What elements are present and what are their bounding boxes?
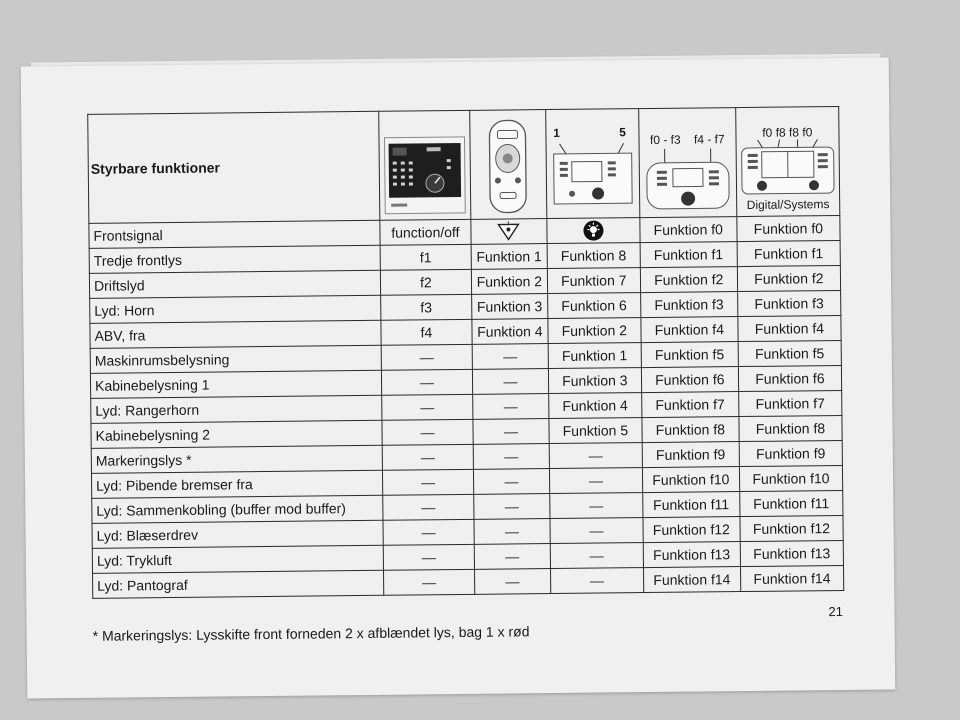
function-value-col3: Funktion 7 [547, 268, 640, 294]
function-name: Markeringslys * [91, 445, 382, 473]
function-name: Maskinrumsbelysning [90, 345, 381, 373]
function-value-col2: — [474, 519, 550, 545]
function-name: Kabinebelysning 1 [90, 370, 381, 398]
function-value-col3: Funktion 8 [547, 243, 640, 269]
function-value-col1: — [382, 419, 473, 445]
function-value-col2: — [473, 394, 549, 420]
function-value-col3: — [549, 443, 642, 469]
function-rows [89, 215, 844, 598]
function-value-col5: Funktion f12 [740, 515, 843, 541]
function-name: Lyd: Blæserdrev [92, 520, 383, 548]
function-name: Lyd: Trykluft [92, 545, 383, 573]
device-handheld [470, 110, 547, 220]
function-name: Tredje frontlys [89, 245, 380, 273]
function-name: Lyd: Horn [90, 295, 381, 323]
function-value-col5: Funktion f9 [739, 440, 842, 466]
function-name: Lyd: Pibende bremser fra [91, 470, 382, 498]
function-value-col5: Funktion f13 [740, 540, 843, 566]
function-value-col5: Funktion f5 [738, 340, 841, 366]
table-title: Styrbare funktioner [88, 111, 380, 223]
device-control-unit [379, 110, 471, 220]
function-value-col1: f4 [381, 319, 472, 345]
function-name: Lyd: Sammenkobling (buffer mod buffer) [92, 495, 383, 523]
function-value-col2: Funktion 2 [471, 269, 547, 295]
function-value-col4: Funktion f6 [641, 367, 738, 393]
function-value-col1: — [382, 469, 473, 495]
device-label-f4-f7: f4 - f7 [693, 132, 725, 147]
function-value-col5: Funktion f3 [737, 290, 840, 316]
function-value-col2: — [474, 494, 550, 520]
device-mobile-station-2 [638, 108, 736, 218]
function-value-col5: Funktion f8 [739, 415, 842, 441]
function-value-col3: — [550, 568, 643, 594]
device-mobile-station [546, 109, 640, 219]
device-label-1: 1 [553, 125, 561, 140]
light-bulb-icon [547, 218, 640, 244]
device-label-f8-a: f8 [775, 125, 786, 140]
function-value-col2: — [472, 344, 548, 370]
function-value-col3: Funktion 1 [548, 343, 641, 369]
function-value-col4: Funktion f1 [640, 242, 737, 268]
function-value-col4: Funktion f8 [642, 417, 739, 443]
device-central-station [735, 106, 839, 216]
function-value-col1: f2 [380, 269, 471, 295]
function-value-col1: — [381, 369, 472, 395]
function-value-col5: Funktion f6 [738, 365, 841, 391]
function-value-col2: Funktion 4 [472, 319, 548, 345]
device-label-f0-b: f0 [802, 125, 813, 140]
footnote: * Markeringslys: Lysskifte front forneden 2 x afblændet lys, bag 1 x rød [92, 623, 530, 644]
device-label-f8-b: f8 [788, 125, 800, 140]
function-value-col2: — [473, 469, 549, 495]
function-value-col1: — [382, 394, 473, 420]
function-value-col4: Funktion f14 [643, 567, 740, 593]
function-name: Kabinebelysning 2 [91, 420, 382, 448]
device-caption: Digital/Systems [746, 197, 830, 212]
function-value-col1: — [383, 544, 474, 570]
function-value-col4: Funktion f3 [640, 292, 737, 318]
function-value-col3: Funktion 6 [547, 293, 640, 319]
function-value-col4: Funktion f7 [641, 392, 738, 418]
function-value-col4: Funktion f11 [642, 492, 739, 518]
function-value-col5: Funktion f7 [738, 390, 841, 416]
function-value-col3: Funktion 3 [548, 368, 641, 394]
manual-page [21, 57, 896, 698]
function-value-col3: Funktion 4 [549, 393, 642, 419]
function-value-col5: Funktion f2 [737, 265, 840, 291]
function-value-col5: Funktion f0 [737, 215, 840, 241]
light-toggle-icon [471, 219, 547, 245]
function-value-col3: — [549, 468, 642, 494]
function-value-col5: Funktion f11 [740, 490, 843, 516]
function-value-col1: f1 [380, 244, 471, 270]
device-header-row [88, 106, 840, 223]
function-name: Driftslyd [89, 270, 380, 298]
function-value-col2: — [474, 544, 550, 570]
function-table [87, 106, 844, 599]
function-value-col3: — [550, 493, 643, 519]
function-value-col4: Funktion f2 [640, 267, 737, 293]
device-label-5: 5 [619, 125, 627, 140]
function-value-col1: — [382, 444, 473, 470]
control-unit-icon [382, 135, 467, 216]
function-value-col2: — [473, 419, 549, 445]
function-value-col5: Funktion f14 [740, 565, 843, 591]
function-value-col1: f3 [381, 294, 472, 320]
function-value-col1: — [383, 519, 474, 545]
device-label-f0-f3: f0 - f3 [649, 132, 681, 147]
handheld-controller-icon [480, 118, 537, 215]
function-value-col4: Funktion f9 [642, 442, 739, 468]
function-name: Lyd: Rangerhorn [91, 395, 382, 423]
function-name: ABV, fra [90, 320, 381, 348]
function-value-col3: — [550, 543, 643, 569]
function-value-col4: Funktion f5 [641, 342, 738, 368]
function-value-col4: Funktion f0 [640, 217, 737, 243]
function-value-col1: function/off [380, 219, 471, 245]
function-value-col3: Funktion 5 [549, 418, 642, 444]
function-value-col1: — [383, 494, 474, 520]
mobile-station-2-icon [642, 148, 733, 213]
function-value-col1: — [381, 344, 472, 370]
function-value-col4: Funktion f10 [642, 467, 739, 493]
page-number: 21 [828, 603, 844, 620]
function-value-col2: Funktion 1 [471, 244, 547, 270]
function-value-col4: Funktion f12 [643, 517, 740, 543]
function-value-col1: — [384, 569, 475, 595]
function-value-col3: Funktion 2 [548, 318, 641, 344]
function-name: Lyd: Pantograf [93, 570, 384, 598]
function-value-col2: — [473, 444, 549, 470]
function-name: Frontsignal [89, 220, 380, 248]
function-value-col5: Funktion f1 [737, 240, 840, 266]
function-value-col4: Funktion f4 [641, 317, 738, 343]
function-value-col3: — [550, 518, 643, 544]
function-value-col2: — [472, 369, 548, 395]
function-value-col5: Funktion f4 [738, 315, 841, 341]
central-station-icon [739, 139, 836, 198]
function-value-col4: Funktion f13 [643, 542, 740, 568]
function-value-col5: Funktion f10 [739, 465, 842, 491]
function-value-col2: — [474, 569, 550, 595]
device-label-f0-a: f0 [762, 125, 773, 140]
function-value-col2: Funktion 3 [472, 294, 548, 320]
